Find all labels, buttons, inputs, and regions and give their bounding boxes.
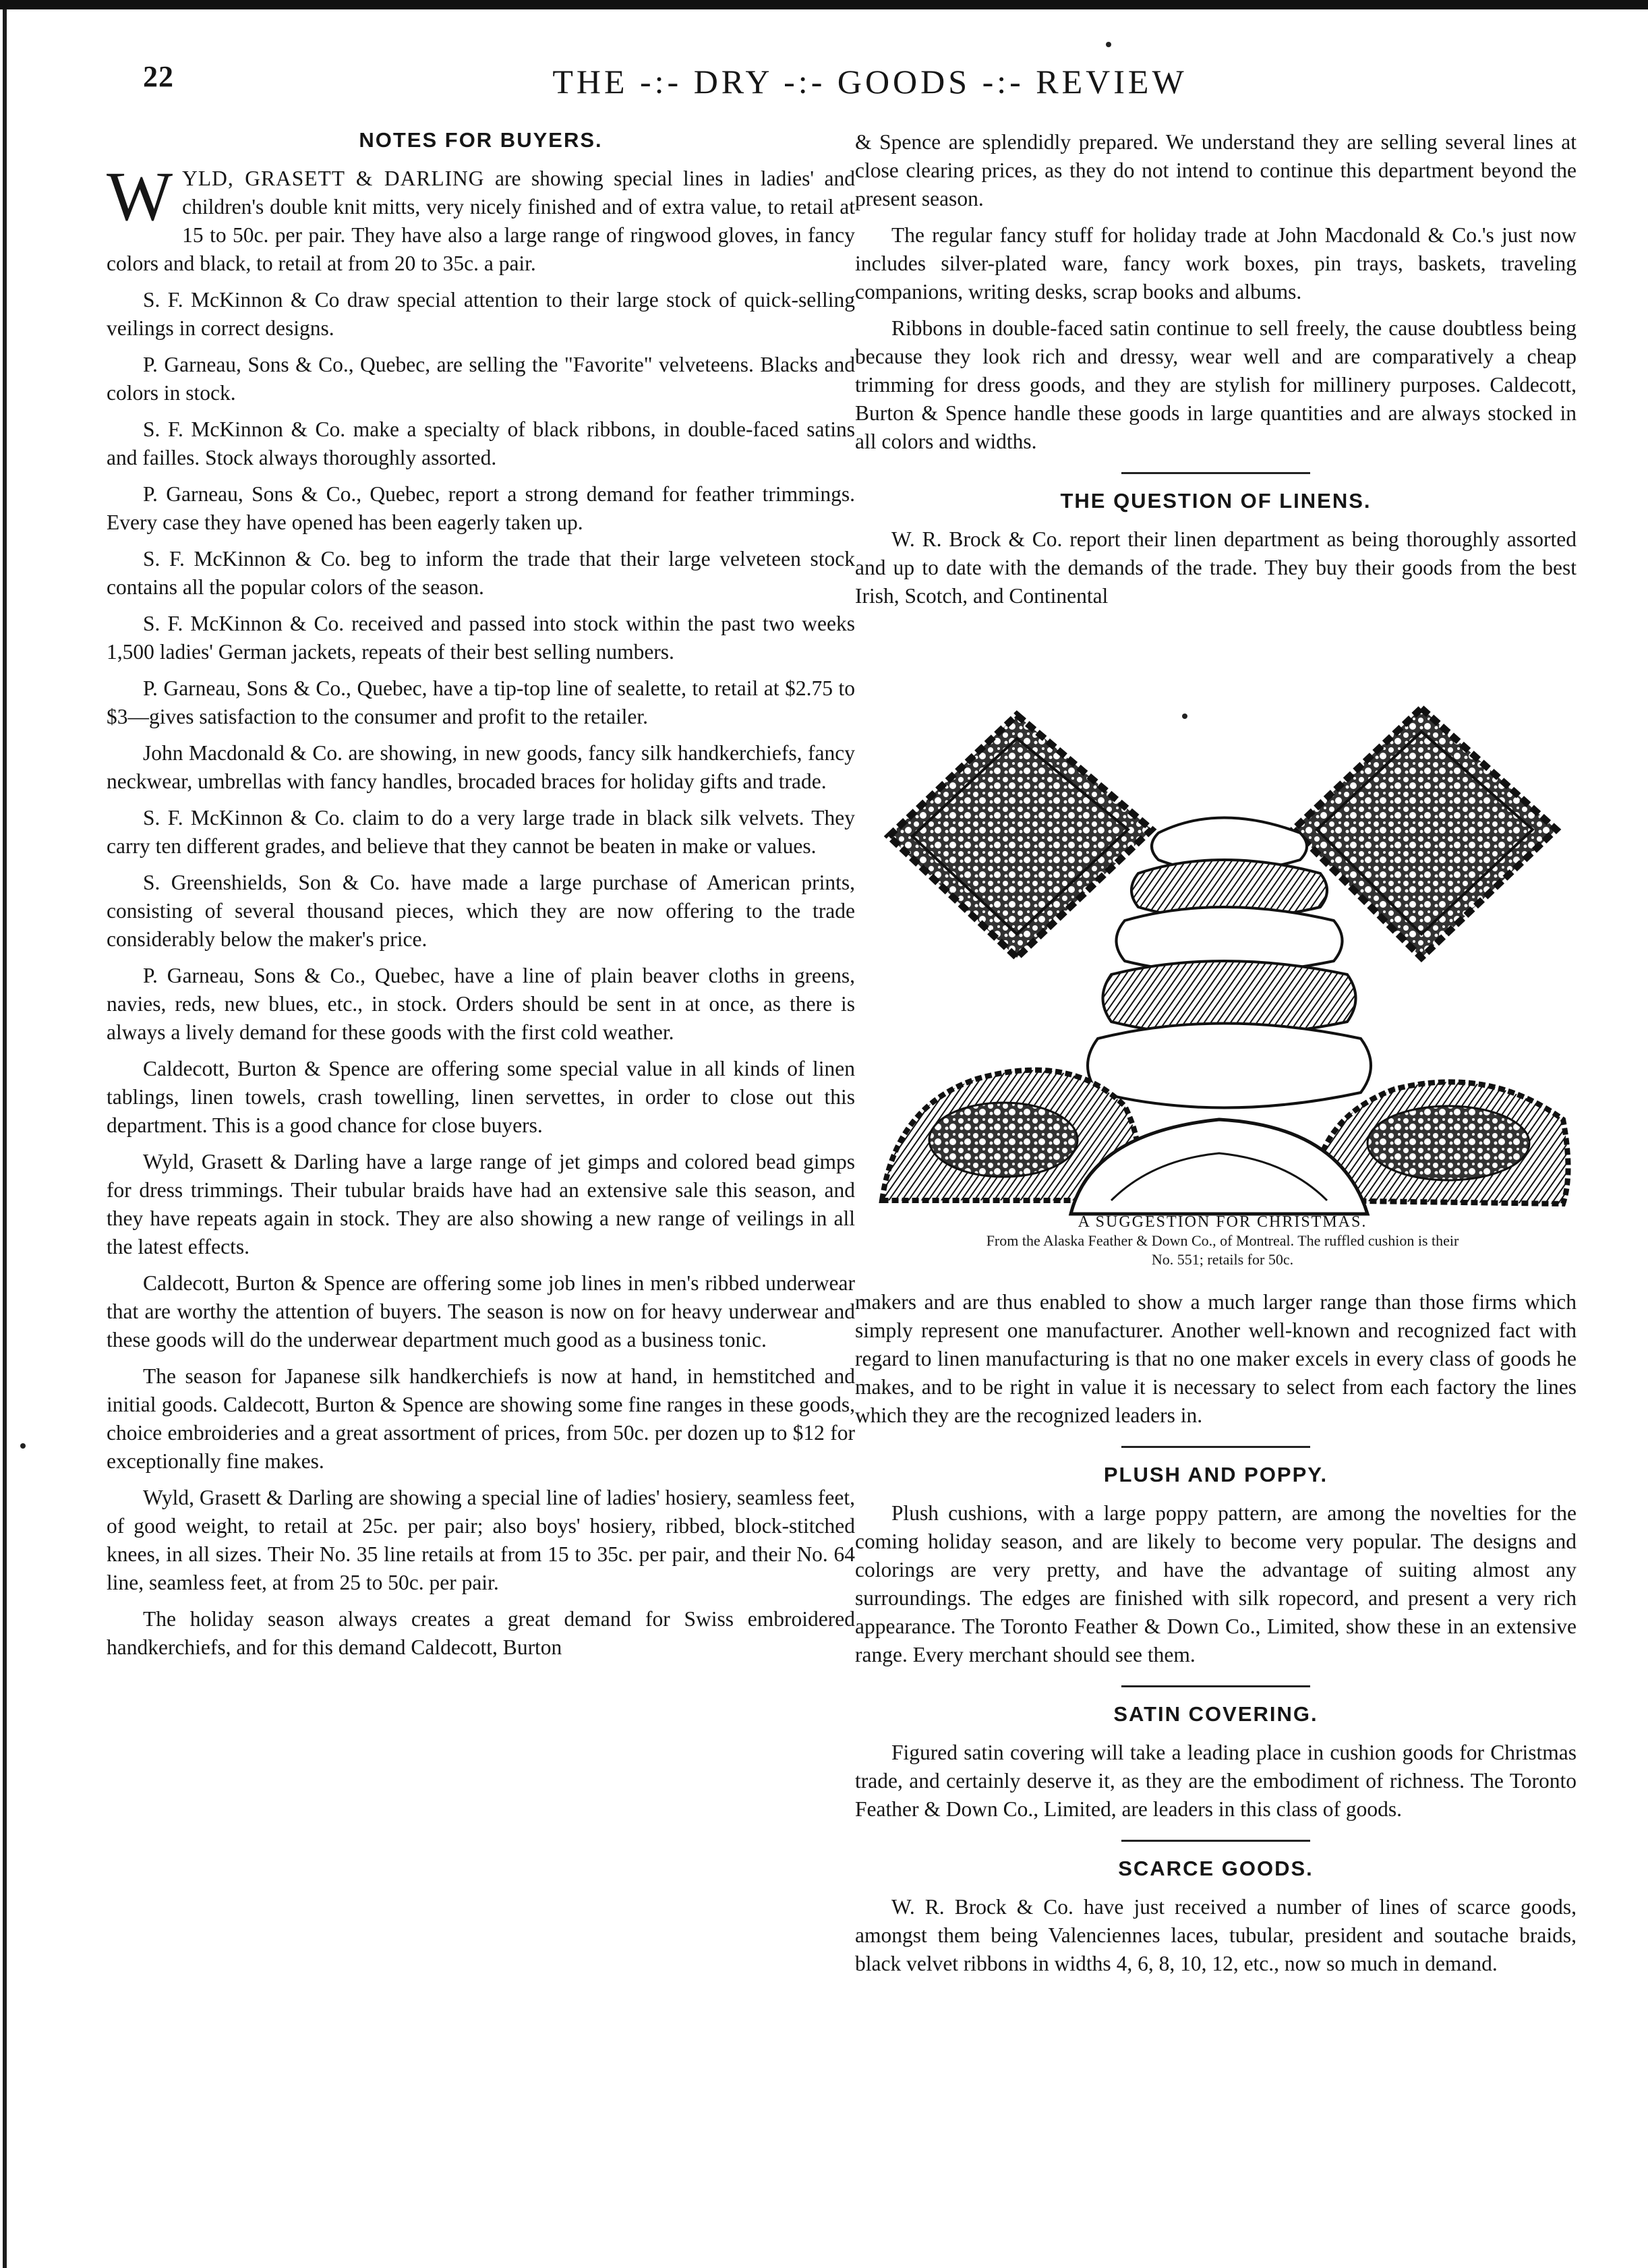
satin-paragraph: Figured satin covering will take a leading place in cushion goods for Christmas trade, and certainly deserve it, as they are the embodiment of richness. The Toronto Feather & Down Co., Limited, are leaders in this class of goods. <box>855 1741 1577 1821</box>
plush-paragraph: Plush cushions, with a large poppy pattern, are among the novelties for the coming holiday season, and are likely to become very popular. The designs and colorings are very pretty, and have the advantage of suiting almost any surroundings. The edges are finished with silk ropecord, and present a very rich appearance. The Toronto Feather & Down Co., Limited, show these in an extensive range. Every merchant should see them. <box>855 1501 1577 1666</box>
figure-caption-title: A SUGGESTION FOR CHRISTMAS. <box>1078 1213 1367 1231</box>
article-paragraph: Wyld, Grasett & Darling are showing a special line of ladies' hosiery, seamless feet, of good weight, to retail at 25c. per pair; also boys' hosiery, ribbed, block-stitched knees, in all sizes. Their No. 35 line retails at from 15 to 35c. per pair, and their No. 64 line, seamless feet, at from 25 to 50c. per pair. <box>107 1486 855 1594</box>
continued-paragraph: & Spence are splendidly prepared. We understand they are selling several lines at close clearing prices, as they do not intend to continue this department beyond the present season. <box>855 130 1577 210</box>
figure-caption <box>869 1213 1577 1269</box>
article-paragraph: P. Garneau, Sons & Co., Quebec, report a strong demand for feather trimmings. Every case they have opened has been eagerly taken up. <box>107 482 855 534</box>
cushion-engraving <box>869 701 1577 1221</box>
opening-paragraph-text: are showing special lines in ladies' and children's double knit mitts, very nicely finished and of extra value, to retail at 15 to 50c. per pair. They have also a large range of ringwood gloves, in fancy colors and black, to retail at from 20 to 35c. a pair. <box>107 167 856 275</box>
linens-continued-paragraph: makers and are thus enabled to show a much larger range than those firms which simply represent one manufacturer. Another well-known and recognized fact with regard to linen manufacturing is that no one maker excels in every class of goods he makes, and to be right in value it is necessary to select from each factory the lines which they are the recognized leaders in. <box>855 1290 1577 1427</box>
article-paragraph: John Macdonald & Co. are showing, in new goods, fancy silk handkerchiefs, fancy neckwear, umbrellas with fancy handles, brocaded braces for holiday gifts and trade. <box>107 741 855 793</box>
scarce-paragraph: W. R. Brock & Co. have just received a number of lines of scarce goods, amongst them being Valenciennes laces, tubular, president and soutache braids, black velvet ribbons in widths 4, 6, 8, 10, 12, etc., now so much in demand. <box>855 1895 1577 1975</box>
section-divider <box>1121 1840 1310 1842</box>
right-column-lower <box>855 1288 1577 1986</box>
print-speck <box>1182 714 1187 719</box>
page-number: 22 <box>143 60 174 93</box>
article-paragraph: S. F. McKinnon & Co. make a specialty of black ribbons, in double-faced satins and failles. Stock always thoroughly assorted. <box>107 417 855 469</box>
opening-paragraph <box>107 158 856 278</box>
article-paragraph: P. Garneau, Sons & Co., Quebec, have a line of plain beaver cloths in greens, navies, reds, new blues, etc., in stock. Orders should be sent in at once, as there is always a lively demand for these goods with the first cold weather. <box>107 964 855 1044</box>
scarce-goods-heading: SCARCE GOODS. <box>1118 1857 1314 1880</box>
article-paragraph: The season for Japanese silk handkerchiefs is now at hand, in hemstitched and initial goods. Caldecott, Burton & Spence are showing some fine ranges in these goods, choice embroideries and a great assortment of prices, from 50c. per dozen up to $12 for exceptionally fine makes. <box>107 1364 855 1473</box>
linens-heading: THE QUESTION OF LINENS. <box>1060 489 1372 513</box>
article-paragraph: Wyld, Grasett & Darling have a large range of jet gimps and colored bead gimps for dress trimmings. Their tubular braids have had an extensive sale this season, and they have repeats again in stock. They are also showing a new range of veilings in all the latest effects. <box>107 1150 855 1258</box>
left-diamond-cushion <box>889 715 1152 958</box>
print-speck <box>20 1443 26 1449</box>
top-border-rule <box>0 0 1648 9</box>
satin-covering-heading: SATIN COVERING. <box>1113 1702 1318 1726</box>
opening-lead-words: YLD, GRASETT & DARLING <box>182 167 485 190</box>
article-paragraph: P. Garneau, Sons & Co., Quebec, have a tip-top line of sealette, to retail at $2.75 to $3—gives satisfaction to the consumer and profit to the retailer. <box>107 676 855 728</box>
figure-caption-line: From the Alaska Feather & Down Co., of Montreal. The ruffled cushion is their <box>986 1232 1459 1249</box>
article-paragraph: S. Greenshields, Son & Co. have made a large purchase of American prints, consisting of several thousand pieces, which they are now offering to the trade considerably below the maker's price. <box>107 871 855 951</box>
article-paragraph: Caldecott, Burton & Spence are offering some special value in all kinds of linen tablings, linen towels, crash towelling, linen servettes, in order to close out this department. This is a good chance for close buyers. <box>107 1057 855 1137</box>
section-divider <box>1121 472 1310 474</box>
masthead-title: THE -:- DRY -:- GOODS -:- REVIEW <box>552 63 1187 100</box>
cushion-illustration <box>869 701 1577 1221</box>
article-paragraph: The holiday season always creates a great demand for Swiss embroidered handkerchiefs, and for this demand Caldecott, Burton <box>107 1607 855 1659</box>
drop-cap: W <box>107 158 173 235</box>
article-paragraph: S. F. McKinnon & Co. claim to do a very large trade in black silk velvets. They carry ten different grades, and believe that they cannot be beaten in make or values. <box>107 806 855 858</box>
left-border-rule <box>3 9 7 2268</box>
article-paragraph: The regular fancy stuff for holiday trade at John Macdonald & Co.'s just now includes silver-plated ware, fancy work boxes, pin trays, baskets, traveling companions, writing desks, scrap books and albums. <box>855 223 1577 303</box>
linens-intro-paragraph: W. R. Brock & Co. report their linen department as being thoroughly assorted and up to date with the demands of the trade. They buy their goods from the best Irish, Scotch, and Continental <box>855 527 1577 608</box>
left-column <box>107 128 855 1670</box>
article-paragraph: Ribbons in double-faced satin continue to sell freely, the cause doubtless being because they look rich and dressy, wear well and are comparatively a cheap trimming for dress goods, and they are stylish for millinery purposes. Caldecott, Burton & Spence handle these goods in large quantities and are always stocked in all colors and widths. <box>855 316 1577 453</box>
right-column-upper <box>855 128 1577 618</box>
article-paragraph: S. F. McKinnon & Co draw special attention to their large stock of quick-selling veilings in correct designs. <box>107 288 855 340</box>
section-divider <box>1121 1446 1310 1448</box>
figure-caption-line: No. 551; retails for 50c. <box>1151 1251 1294 1268</box>
notes-for-buyers-heading: NOTES FOR BUYERS. <box>359 128 603 152</box>
print-speck <box>1106 42 1111 47</box>
plush-and-poppy-heading: PLUSH AND POPPY. <box>1103 1463 1328 1486</box>
section-divider <box>1121 1685 1310 1687</box>
article-paragraph: S. F. McKinnon & Co. beg to inform the trade that their large velveteen stock contains all the popular colors of the season. <box>107 547 855 599</box>
article-paragraph: Caldecott, Burton & Spence are offering some job lines in men's ribbed underwear that are worthy the attention of buyers. The season is now on for heavy underwear and these goods will do the underwear department much good as a business tonic. <box>107 1271 855 1351</box>
article-paragraph: P. Garneau, Sons & Co., Quebec, are selling the "Favorite" velveteens. Blacks and colors in stock. <box>107 353 855 405</box>
article-paragraph: S. F. McKinnon & Co. received and passed into stock within the past two weeks 1,500 ladies' German jackets, repeats of their best selling numbers. <box>107 612 855 664</box>
